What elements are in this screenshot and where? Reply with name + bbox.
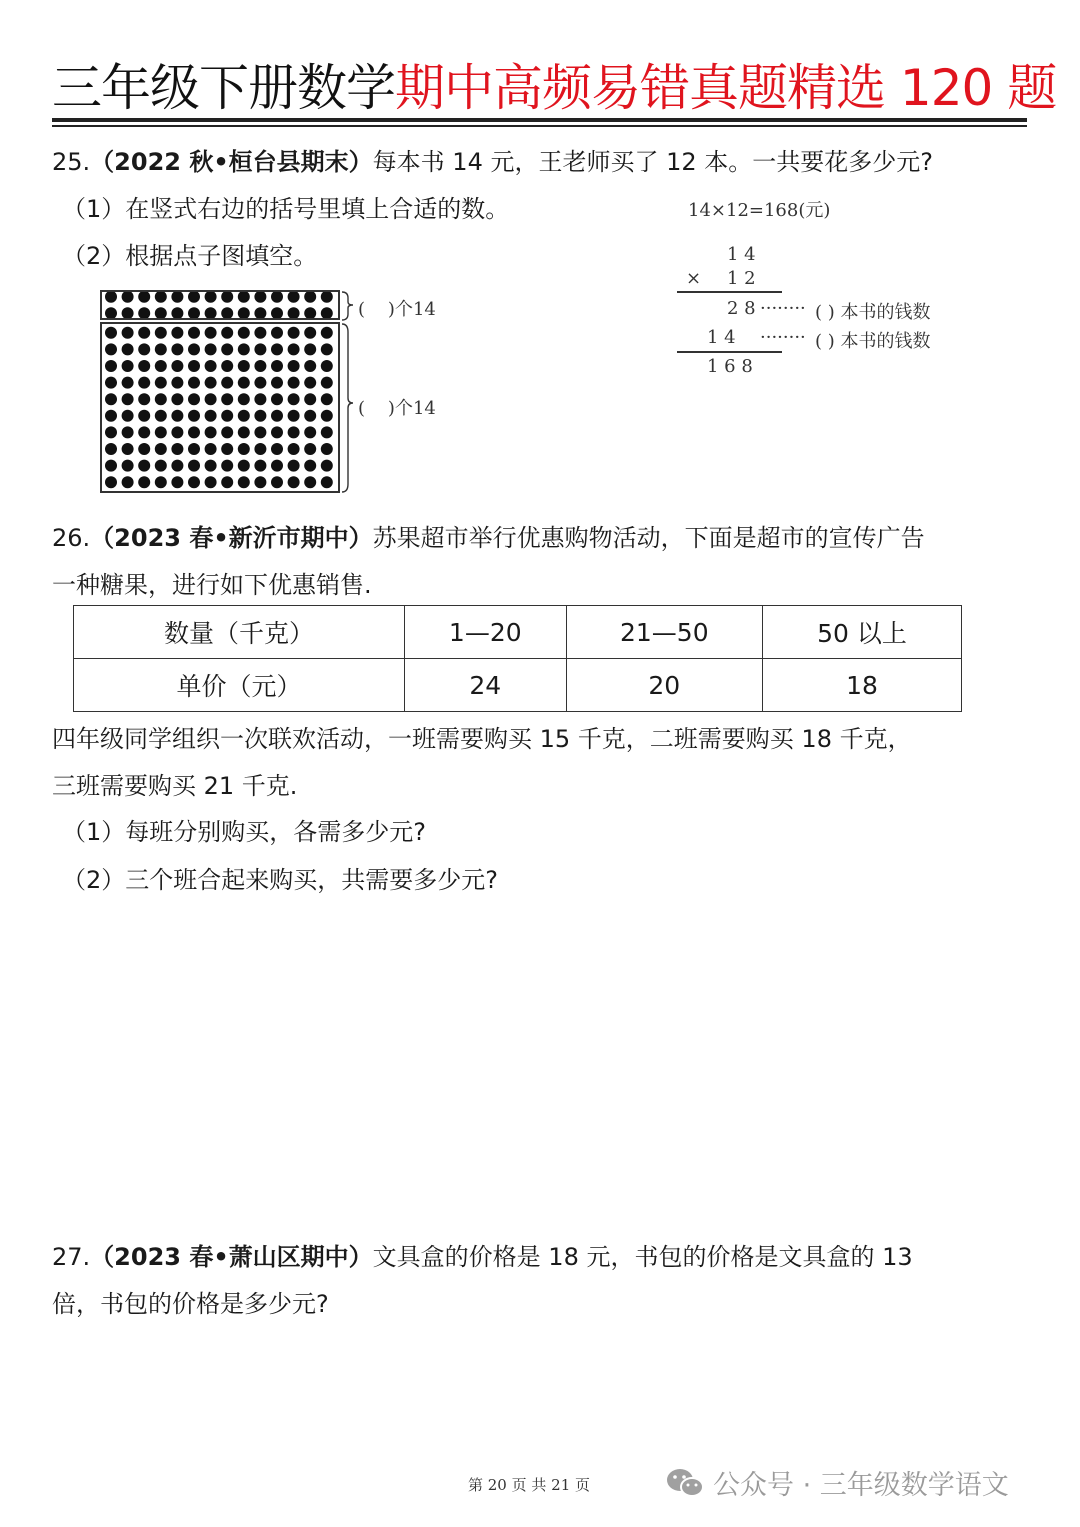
dot bbox=[321, 426, 333, 438]
dot bbox=[105, 360, 117, 372]
dot bbox=[254, 327, 266, 339]
calc-row3-note: ( ) 本书的钱数 bbox=[815, 302, 931, 323]
q26-text2: 一种糖果，进行如下优惠销售. bbox=[52, 571, 372, 599]
dot bbox=[138, 426, 150, 438]
dot bbox=[155, 393, 167, 405]
dot bbox=[238, 476, 250, 488]
dot bbox=[271, 292, 283, 303]
dot bbox=[304, 410, 316, 422]
dot bbox=[188, 410, 200, 422]
dot bbox=[221, 460, 233, 472]
dot bbox=[138, 307, 150, 318]
q27-number: 27. bbox=[52, 1243, 91, 1271]
dot bbox=[321, 410, 333, 422]
table-cell: 24 bbox=[405, 659, 567, 712]
dot bbox=[138, 476, 150, 488]
dot bbox=[205, 460, 217, 472]
dot bbox=[105, 343, 117, 355]
q25-number: 25. bbox=[52, 148, 91, 176]
dot bbox=[254, 360, 266, 372]
dot bbox=[205, 307, 217, 318]
dot bbox=[254, 307, 266, 318]
dot bbox=[238, 393, 250, 405]
table-cell: 50 以上 bbox=[763, 606, 962, 659]
dot bbox=[221, 327, 233, 339]
q26-text1: 苏果超市举行优惠购物活动，下面是超市的宣传广告 bbox=[372, 524, 925, 552]
dot bbox=[288, 393, 300, 405]
dot bbox=[304, 476, 316, 488]
dot bbox=[138, 410, 150, 422]
dot bbox=[304, 426, 316, 438]
table-cell: 数量（千克） bbox=[74, 606, 405, 659]
dot bbox=[321, 476, 333, 488]
dot bbox=[254, 377, 266, 389]
dot bbox=[254, 476, 266, 488]
dot bbox=[105, 292, 117, 303]
dot bbox=[288, 443, 300, 455]
dot bbox=[304, 377, 316, 389]
dot bbox=[321, 343, 333, 355]
table-cell: 1—20 bbox=[405, 606, 567, 659]
dot bbox=[254, 292, 266, 303]
q25-source: （2022 秋•桓台县期末） bbox=[90, 148, 373, 176]
dot bbox=[271, 410, 283, 422]
dot bbox=[238, 377, 250, 389]
dot bbox=[304, 460, 316, 472]
dot bbox=[304, 343, 316, 355]
dot bbox=[221, 343, 233, 355]
dot bbox=[122, 307, 134, 318]
dot bbox=[188, 292, 200, 303]
title-rule-thin bbox=[52, 125, 1027, 127]
q27-text2: 倍，书包的价格是多少元? bbox=[52, 1290, 329, 1318]
dot bbox=[304, 292, 316, 303]
dot bbox=[205, 443, 217, 455]
table-cell: 单价（元） bbox=[74, 659, 405, 712]
dot bbox=[171, 307, 183, 318]
dot bbox=[271, 443, 283, 455]
dot bbox=[188, 360, 200, 372]
wechat-icon bbox=[665, 1466, 705, 1500]
dot bbox=[188, 393, 200, 405]
dot bbox=[171, 377, 183, 389]
dot bbox=[271, 307, 283, 318]
dot bbox=[105, 327, 117, 339]
dot bbox=[171, 393, 183, 405]
dot bbox=[171, 476, 183, 488]
dot bbox=[288, 307, 300, 318]
dot bbox=[271, 327, 283, 339]
dot bbox=[238, 292, 250, 303]
dot bbox=[171, 426, 183, 438]
dot bbox=[321, 443, 333, 455]
dot bbox=[288, 426, 300, 438]
dot bbox=[122, 377, 134, 389]
dot bbox=[122, 476, 134, 488]
calc-row3: 2 8 bbox=[727, 298, 756, 319]
dot bbox=[138, 460, 150, 472]
dot bbox=[105, 443, 117, 455]
q26-source: （2023 春•新沂市期中） bbox=[90, 524, 373, 552]
dot bbox=[221, 307, 233, 318]
page-title bbox=[52, 58, 1057, 118]
dot bbox=[238, 307, 250, 318]
q25-part1: （1）在竖式右边的括号里填上合适的数。 bbox=[62, 195, 510, 223]
dot bbox=[155, 360, 167, 372]
title-red: 期中高频易错真题精选 120 题 bbox=[395, 59, 1057, 117]
calc-result: 1 6 8 bbox=[707, 356, 753, 377]
dot bbox=[221, 410, 233, 422]
calc-dots-1: ········ bbox=[760, 298, 806, 319]
dot bbox=[288, 360, 300, 372]
dot bbox=[122, 360, 134, 372]
dot bbox=[221, 393, 233, 405]
calc-row1: 1 4 bbox=[727, 244, 756, 265]
dot bbox=[188, 460, 200, 472]
dot bbox=[238, 343, 250, 355]
q26-part2: （2）三个班合起来购买，共需要多少元? bbox=[62, 866, 499, 894]
dot bbox=[138, 327, 150, 339]
dot bbox=[122, 292, 134, 303]
dot bbox=[304, 327, 316, 339]
dot bbox=[205, 476, 217, 488]
dot bbox=[238, 460, 250, 472]
q25-stem bbox=[52, 146, 933, 178]
dot bbox=[321, 377, 333, 389]
calc-dots-2: ········ bbox=[760, 327, 806, 348]
title-black: 三年级下册数学 bbox=[52, 59, 395, 117]
dot bbox=[105, 377, 117, 389]
dot bbox=[288, 327, 300, 339]
dot bbox=[288, 410, 300, 422]
dot-braces bbox=[340, 290, 360, 495]
dot bbox=[221, 426, 233, 438]
dot bbox=[271, 426, 283, 438]
dot bbox=[188, 343, 200, 355]
dot bbox=[304, 307, 316, 318]
dot bbox=[238, 360, 250, 372]
dot bbox=[138, 292, 150, 303]
dot bbox=[254, 443, 266, 455]
table-row bbox=[74, 606, 962, 659]
watermark-text: 公众号 · 三年级数学语文 bbox=[713, 1470, 1009, 1501]
dot bbox=[171, 343, 183, 355]
dot bbox=[188, 307, 200, 318]
dot bbox=[188, 476, 200, 488]
dot bbox=[155, 460, 167, 472]
q25-part2: （2）根据点子图填空。 bbox=[62, 242, 318, 270]
dot bbox=[171, 460, 183, 472]
calc-equation: 14×12=168(元) bbox=[688, 200, 831, 221]
dot bbox=[155, 476, 167, 488]
dot bbox=[138, 443, 150, 455]
dot bbox=[271, 460, 283, 472]
dot bbox=[271, 360, 283, 372]
dot bbox=[171, 292, 183, 303]
dot bbox=[171, 327, 183, 339]
q25-text: 每本书 14 元，王老师买了 12 本。一共要花多少元? bbox=[372, 148, 934, 176]
q26-number: 26. bbox=[52, 524, 91, 552]
q26-text3: 四年级同学组织一次联欢活动，一班需要购买 15 千克，二班需要购买 18 千克， bbox=[52, 725, 912, 753]
dot bbox=[254, 343, 266, 355]
dot bbox=[188, 443, 200, 455]
dot bbox=[238, 443, 250, 455]
dot bbox=[138, 360, 150, 372]
dot bbox=[105, 476, 117, 488]
dot bbox=[254, 410, 266, 422]
dot bbox=[238, 426, 250, 438]
dot-label-bottom: ( )个14 bbox=[358, 398, 436, 419]
dot bbox=[254, 426, 266, 438]
dot bbox=[105, 307, 117, 318]
q26-text4: 三班需要购买 21 千克. bbox=[52, 772, 298, 800]
dot bbox=[205, 343, 217, 355]
dot bbox=[205, 292, 217, 303]
dot bbox=[304, 360, 316, 372]
dot bbox=[205, 410, 217, 422]
calc-row4-note: ( ) 本书的钱数 bbox=[815, 331, 931, 352]
dot bbox=[105, 410, 117, 422]
dot bbox=[205, 360, 217, 372]
dot bbox=[105, 426, 117, 438]
dot bbox=[155, 443, 167, 455]
title-rule-thick bbox=[52, 118, 1027, 122]
dot bbox=[304, 393, 316, 405]
dot bbox=[254, 393, 266, 405]
dot-grid-top bbox=[100, 290, 340, 320]
dot bbox=[205, 327, 217, 339]
dot bbox=[221, 292, 233, 303]
dot bbox=[321, 327, 333, 339]
dot bbox=[321, 307, 333, 318]
dot bbox=[105, 460, 117, 472]
dot bbox=[288, 460, 300, 472]
dot bbox=[271, 476, 283, 488]
dot bbox=[221, 476, 233, 488]
table-cell: 21—50 bbox=[566, 606, 762, 659]
dot bbox=[254, 460, 266, 472]
dot bbox=[221, 443, 233, 455]
dot bbox=[155, 410, 167, 422]
dot bbox=[122, 327, 134, 339]
dot bbox=[271, 343, 283, 355]
dot bbox=[321, 360, 333, 372]
dot bbox=[122, 343, 134, 355]
dot bbox=[138, 393, 150, 405]
dot bbox=[171, 360, 183, 372]
dot bbox=[221, 360, 233, 372]
dot bbox=[288, 343, 300, 355]
dot bbox=[321, 393, 333, 405]
calc-row4: 1 4 bbox=[707, 327, 736, 348]
dot bbox=[122, 393, 134, 405]
dot bbox=[205, 377, 217, 389]
dot-label-top: ( )个14 bbox=[358, 299, 436, 320]
dot bbox=[122, 426, 134, 438]
dot bbox=[271, 393, 283, 405]
dot bbox=[122, 460, 134, 472]
q26-stem bbox=[52, 522, 925, 554]
q27-source: （2023 春•萧山区期中） bbox=[90, 1243, 373, 1271]
dot bbox=[288, 292, 300, 303]
dot bbox=[188, 426, 200, 438]
table-cell: 18 bbox=[763, 659, 962, 712]
dot bbox=[221, 377, 233, 389]
calc-line-1 bbox=[677, 291, 782, 293]
dot bbox=[171, 410, 183, 422]
watermark bbox=[665, 1463, 1009, 1502]
dot bbox=[321, 460, 333, 472]
dot bbox=[238, 327, 250, 339]
dot bbox=[271, 377, 283, 389]
dot bbox=[288, 377, 300, 389]
calc-row2: 1 2 bbox=[727, 268, 756, 289]
dot bbox=[155, 307, 167, 318]
table-row bbox=[74, 659, 962, 712]
dot bbox=[238, 410, 250, 422]
dot bbox=[138, 377, 150, 389]
dot bbox=[138, 343, 150, 355]
dot bbox=[155, 343, 167, 355]
table-cell: 20 bbox=[566, 659, 762, 712]
page-number: 第 20 页 共 21 页 bbox=[468, 1476, 591, 1494]
dot bbox=[205, 426, 217, 438]
dot bbox=[188, 377, 200, 389]
q27-text1: 文具盒的价格是 18 元，书包的价格是文具盒的 13 bbox=[372, 1243, 913, 1271]
dot-grid-bottom bbox=[100, 322, 340, 493]
price-table bbox=[73, 605, 962, 712]
dot bbox=[155, 377, 167, 389]
q27-stem bbox=[52, 1241, 913, 1273]
dot bbox=[155, 292, 167, 303]
dot bbox=[188, 327, 200, 339]
dot bbox=[122, 410, 134, 422]
dot bbox=[155, 426, 167, 438]
dot bbox=[122, 443, 134, 455]
dot bbox=[304, 443, 316, 455]
dot bbox=[105, 393, 117, 405]
calc-line-2 bbox=[677, 351, 782, 353]
q26-part1: （1）每班分别购买，各需多少元? bbox=[62, 818, 427, 846]
dot bbox=[205, 393, 217, 405]
dot bbox=[288, 476, 300, 488]
dot bbox=[155, 327, 167, 339]
dot bbox=[321, 292, 333, 303]
times-sign: × bbox=[686, 268, 702, 289]
dot bbox=[171, 443, 183, 455]
